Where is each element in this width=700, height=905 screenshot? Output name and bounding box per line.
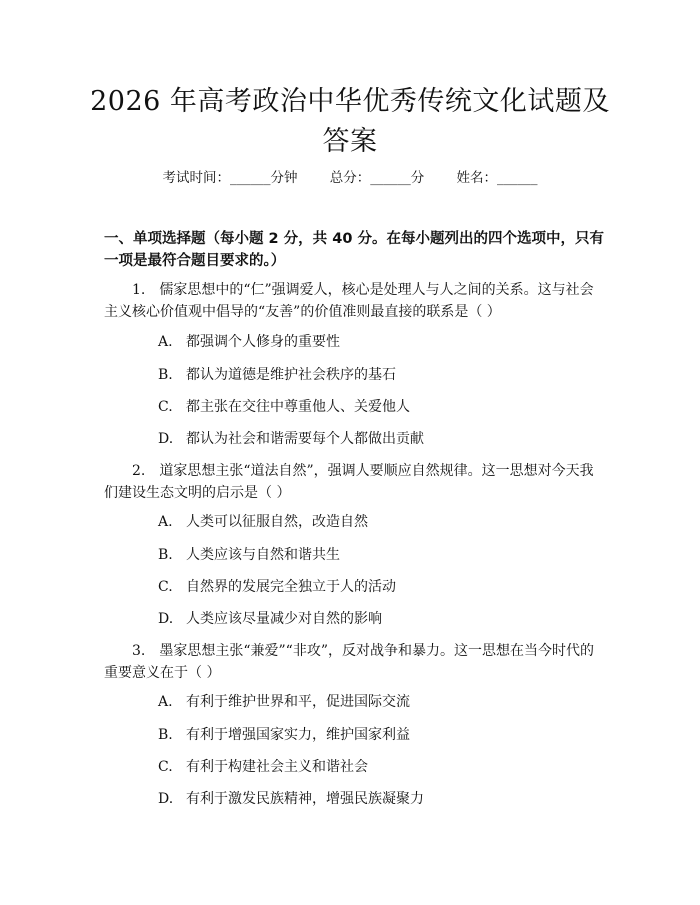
question-1-stem: 1. 儒家思想中的“仁”强调爱人，核心是处理人与人之间的关系。这与社会主义核心价值观中倡导的“友善”的价值准则最直接的联系是（ ）: [104, 282, 594, 320]
option-letter: D.: [158, 791, 174, 807]
option-text: 人类应该与自然和谐共生: [186, 547, 340, 563]
student-name: 姓名：______: [456, 170, 538, 186]
option-text: 有利于激发民族精神，增强民族凝聚力: [186, 791, 424, 807]
question-2-stem: 2. 道家思想主张“道法自然”，强调人要顺应自然规律。这一思想对今天我们建设生态文明的启示是（ ）: [104, 463, 594, 501]
question-2-option-c: [158, 577, 588, 597]
question-2-option-b: [158, 545, 588, 565]
option-text: 都主张在交往中尊重他人、关爱他人: [186, 399, 410, 415]
question-3-option-a: [158, 692, 588, 712]
question-3-option-b: [158, 725, 588, 745]
page-title: 2026 年高考政治中华优秀传统文化试题及答案: [90, 86, 610, 157]
question-3-stem: 3. 墨家思想主张“兼爱”“非攻”，反对战争和暴力。这一思想在当今时代的重要意义在于（ ）: [104, 643, 594, 681]
question-1-option-d: [158, 429, 588, 449]
option-text: 有利于维护世界和平，促进国际交流: [186, 694, 410, 710]
option-text: 都认为道德是维护社会秩序的基石: [186, 367, 396, 383]
option-letter: C.: [158, 399, 173, 415]
option-text: 有利于增强国家实力，维护国家利益: [186, 727, 410, 743]
option-letter: B.: [158, 547, 173, 563]
option-letter: B.: [158, 727, 173, 743]
section-heading: 一、单项选择题（每小题 2 分，共 40 分。在每小题列出的四个选项中，只有一项是最符合题目要求的。）: [104, 231, 604, 269]
option-letter: D.: [158, 431, 174, 447]
question-1-option-c: [158, 397, 588, 417]
option-letter: A.: [158, 694, 173, 710]
question-2-option-a: [158, 512, 588, 532]
option-letter: A.: [158, 514, 173, 530]
option-letter: C.: [158, 759, 173, 775]
option-letter: C.: [158, 579, 173, 595]
question-3-option-c: [158, 757, 588, 777]
exam-time: 考试时间：______分钟: [162, 170, 298, 186]
exam-meta: [0, 168, 700, 188]
question-2-option-d: [158, 609, 588, 629]
option-text: 都认为社会和谐需要每个人都做出贡献: [186, 431, 424, 447]
question-1-option-b: [158, 365, 588, 385]
option-letter: A.: [158, 334, 173, 350]
option-text: 人类应该尽量减少对自然的影响: [186, 611, 382, 627]
option-letter: B.: [158, 367, 173, 383]
option-text: 都强调个人修身的重要性: [186, 334, 340, 350]
option-text: 有利于构建社会主义和谐社会: [186, 759, 368, 775]
option-text: 人类可以征服自然，改造自然: [186, 514, 368, 530]
option-letter: D.: [158, 611, 174, 627]
total-score: 总分：______分: [329, 170, 425, 186]
question-3-option-d: [158, 789, 588, 809]
question-1-option-a: [158, 332, 588, 352]
option-text: 自然界的发展完全独立于人的活动: [186, 579, 396, 595]
